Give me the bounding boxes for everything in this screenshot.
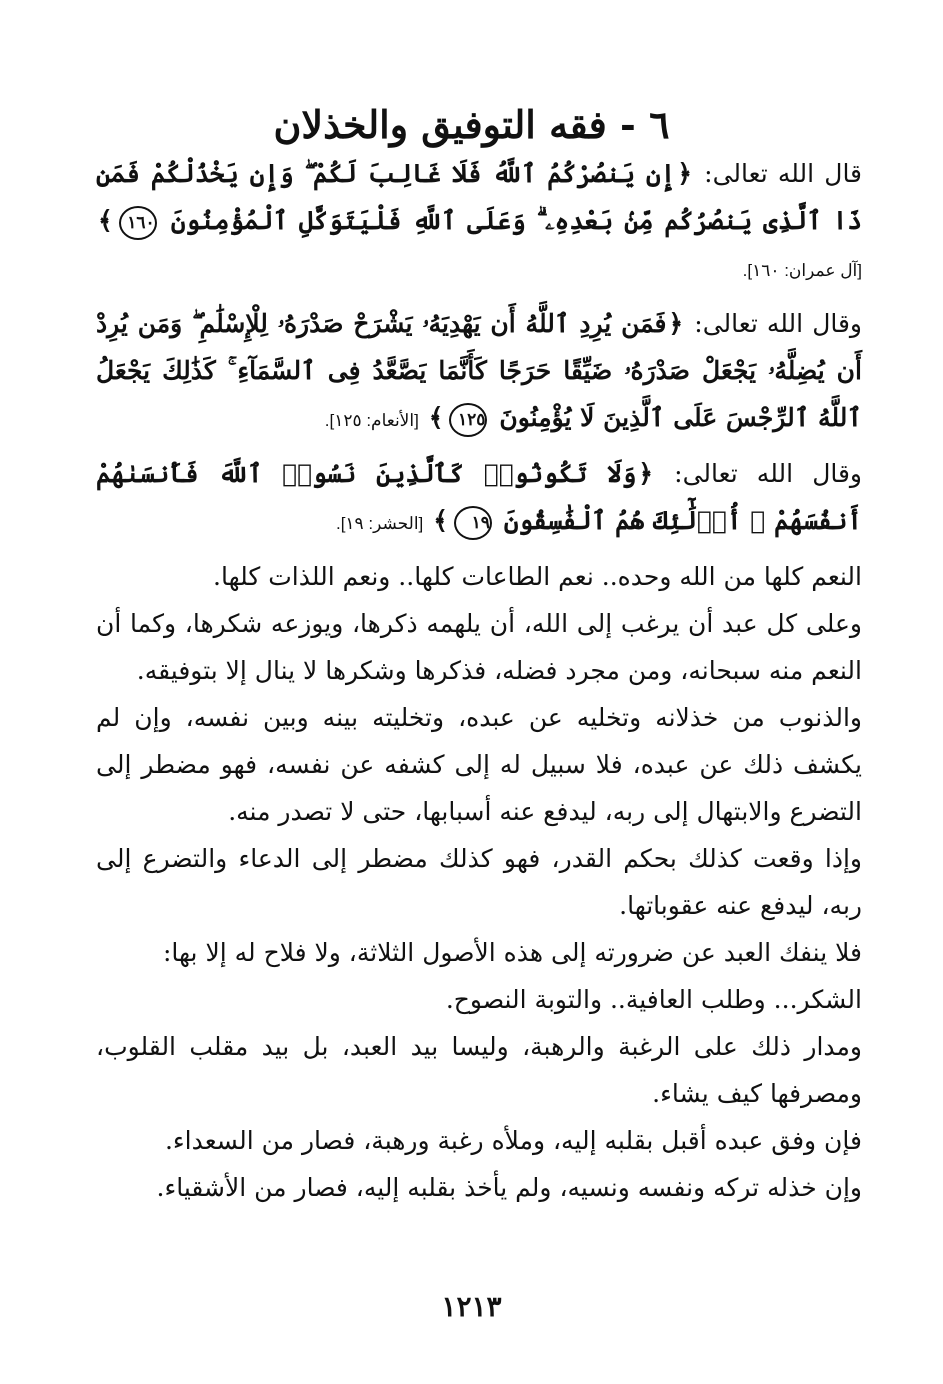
chapter-title: ٦ - فقه التوفيق والخذلان <box>273 102 670 148</box>
paragraph-desire-fear: ومدار ذلك على الرغبة والرهبة، وليسا بيد العبد، بل بيد مقلب القلوب، ومصرفها كيف يشاء. <box>96 1032 862 1108</box>
ayah-number-badge: ١٦٠ <box>119 206 157 240</box>
ornate-close-bracket: ﴾ <box>428 403 444 432</box>
paragraph-blessings: النعم كلها من الله وحده.. نعم الطاعات كلها.. ونعم اللذات كلها. <box>213 562 862 591</box>
page-number: ١٢١٣ <box>441 1290 502 1323</box>
ayah-number-badge: ١٩ <box>454 506 492 540</box>
verse-reference: [الحشر: ١٩]. <box>335 514 424 533</box>
paragraph-sins: والذنوب من خذلانه وتخليه عن عبده، وتخليته بينه وبين نفسه، وإن لم يكشف ذلك عن عبده، فلا سبيل له إلى كشفه عن نفسه، فهو مضطر إلى التضرع والابتهال إلى ربه، ليدفع عنه أسبابها، حتى لا تصدر منه. <box>96 703 862 826</box>
page-body <box>96 150 862 1211</box>
ornate-open-bracket: ﴿ <box>668 309 684 338</box>
paragraph-principles-list: الشكر... وطلب العافية.. والتوبة النصوح. <box>445 985 862 1014</box>
quran-verse: وَلَا تَكُونُوا۟ كَٱلَّذِينَ نَسُوا۟ ٱللَّهَ فَأَنسَىٰهُمْ أَنفُسَهُمْ ۚ أُو۟لَٰٓئِكَ هُمُ ٱلْفَٰسِقُونَ <box>96 459 862 535</box>
quran-quote-1 <box>96 150 862 294</box>
ayah-number-badge: ١٢٥ <box>449 403 487 437</box>
quran-verse: فَمَن يُرِدِ ٱللَّهُ أَن يَهْدِيَهُۥ يَشْرَحْ صَدْرَهُۥ لِلْإِسْلَٰمِ ۖ وَمَن يُرِدْ أَن يُضِلَّهُۥ يَجْعَلْ صَدْرَهُۥ ضَيِّقًا حَرَجًا كَأَنَّمَا يَصَّعَّدُ فِى ٱلسَّمَآءِ ۚ كَذَٰلِكَ يَجْعَلُ ٱللَّهُ ٱلرِّجْسَ عَلَى ٱلَّذِينَ لَا يُؤْمِنُونَ <box>96 309 862 432</box>
ornate-open-bracket: ﴿ <box>677 159 692 188</box>
quran-verse: إِن يَنصُرْكُمُ ٱللَّهُ فَلَا غَالِبَ لَكُمْ ۖ وَإِن يَخْذُلْكُمْ فَمَن ذَا ٱلَّذِى يَنصُرُكُم مِّنۢ بَعْدِهِۦ ۗ وَعَلَى ٱللَّهِ فَلْيَتَوَكَّلِ ٱلْمُؤْمِنُونَ <box>96 159 862 235</box>
quran-quote-2 <box>96 300 862 444</box>
ornate-close-bracket: ﴾ <box>98 206 113 235</box>
quran-quote-3 <box>96 450 862 547</box>
quote-intro: وقال الله تعالى: <box>674 459 862 488</box>
verse-reference: [آل عمران: ١٦٠]. <box>742 261 862 280</box>
ornate-open-bracket: ﴿ <box>638 459 654 488</box>
ornate-close-bracket: ﴾ <box>433 506 448 535</box>
paragraph-decree: وإذا وقعت كذلك بحكم القدر، فهو كذلك مضطر إلى الدعاء والتضرع إلى ربه، ليدفع عنه عقوباتها. <box>96 844 863 920</box>
paragraph-gratitude: وعلى كل عبد أن يرغب إلى الله، أن يلهمه ذكرها، ويوزعه شكرها، وكما أن النعم منه سبحانه، ومن مجرد فضله، فذكرها وشكرها لا ينال إلا بتوفيقه. <box>96 609 862 685</box>
quote-intro: وقال الله تعالى: <box>694 309 862 338</box>
paragraph-three-principles: فلا ينفك العبد عن ضرورته إلى هذه الأصول الثلاثة، ولا فلاح له إلا بها: <box>162 938 862 967</box>
paragraph-success: فإن وفق عبده أقبل بقلبه إليه، وملأه رغبة ورهبة، فصار من السعداء. <box>164 1126 862 1155</box>
quote-intro: قال الله تعالى: <box>704 159 863 188</box>
verse-reference: [الأنعام: ١٢٥]. <box>324 411 419 430</box>
paragraph-forsaken: وإن خذله تركه ونفسه ونسيه، ولم يأخذ بقلبه إليه، فصار من الأشقياء. <box>156 1173 862 1202</box>
